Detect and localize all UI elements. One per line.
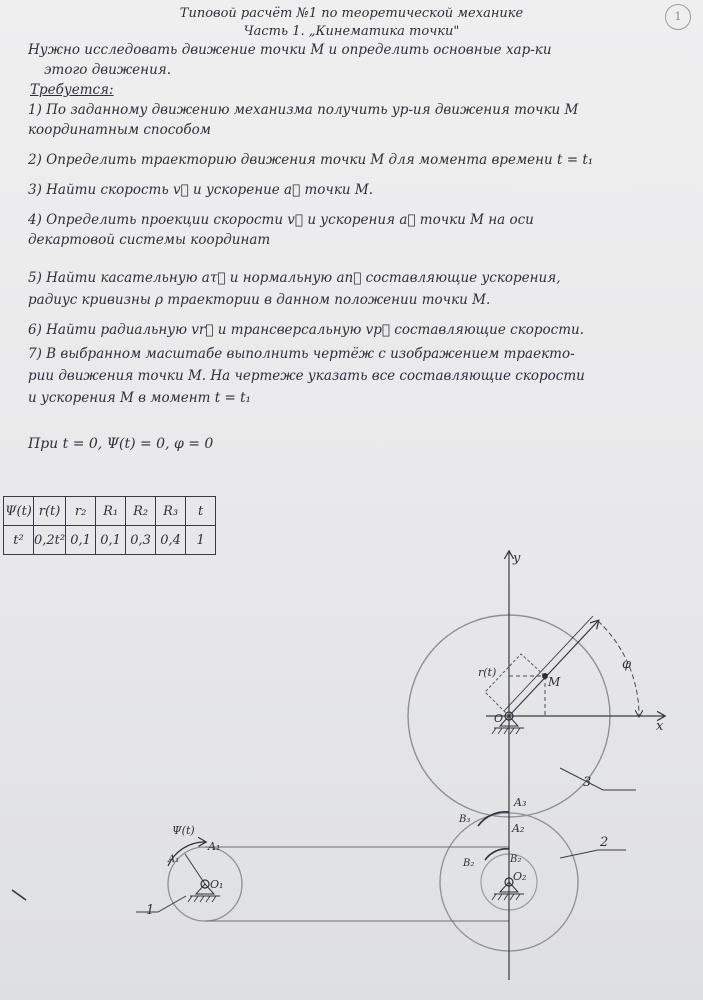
table-value-cell: 0,1 (96, 526, 126, 555)
a1-left-label: A₁ (168, 854, 180, 865)
task-1-line-2: координатным способом (28, 122, 211, 138)
table-value-cell: t² (4, 526, 34, 555)
rotating-rod-guide (504, 616, 593, 711)
table-header-cell: t (186, 497, 216, 526)
support-o2-hatch (492, 894, 520, 900)
task-5-line-2: радиус кривизны ρ траектории в данном положении точки М. (28, 292, 491, 308)
a1-top-label: A₁ (208, 840, 221, 853)
table-value-cell: 1 (186, 526, 216, 555)
page-title: Типовой расчёт №1 по теоретической механике (179, 6, 524, 21)
b2-left-label: B₂ (463, 858, 475, 869)
o1-label: O₁ (210, 878, 224, 891)
task-5-line-1: 5) Найти касательную aτ⃗ и нормальную an⃗ составляющие ускорения, (28, 270, 561, 286)
table-header-cell: Ψ(t) (4, 497, 34, 526)
task-2-line-1: 2) Определить траекторию движения точки М для момента времени t = t₁ (28, 152, 594, 168)
pen-mark (12, 890, 26, 900)
table-header-cell: R₁ (96, 497, 126, 526)
table-value-cell: 0,4 (156, 526, 186, 555)
task-4-line-2: декартовой системы координат (28, 232, 271, 248)
phi-arc (598, 621, 639, 716)
table-value-cell: 0,3 (126, 526, 156, 555)
wheel-1-radius (185, 854, 205, 884)
m-label: M (548, 675, 561, 689)
x-axis-label: x (656, 719, 664, 734)
leader-3 (560, 768, 636, 790)
o2-label: O₂ (513, 870, 527, 883)
task-1-line-1: 1) По заданному движению механизма получить ур-ия движения точки М (28, 102, 579, 118)
task-7-line-1: 7) В выбранном масштабе выполнить чертёж с изображением траекто- (28, 346, 575, 362)
rotating-rod (509, 621, 598, 716)
table-value-cell: 0,1 (66, 526, 96, 555)
task-7-line-2: рии движения точки М. На чертеже указать все составляющие скорости (28, 368, 585, 384)
initial-condition: При t = 0, Ψ(t) = 0, φ = 0 (28, 436, 214, 452)
table-header-cell: R₂ (126, 497, 156, 526)
table-header-cell: R₃ (156, 497, 186, 526)
leader-2 (560, 850, 626, 858)
o-label: O (494, 712, 504, 725)
label-3: 3 (583, 775, 592, 790)
page-subtitle: Часть 1. „Кинематика точки" (243, 24, 460, 39)
required-heading: Требуется: (30, 82, 114, 98)
task-3-line-1: 3) Найти скорость v⃗ и ускорение a⃗ точки М. (28, 182, 373, 198)
a3-label: A₃ (514, 796, 527, 809)
table-header-cell: r(t) (34, 497, 66, 526)
b3-label: B₃ (459, 814, 471, 825)
label-1: 1 (146, 903, 155, 918)
psi-t-label: Ψ(t) (172, 824, 195, 837)
support-o1-hatch (188, 896, 216, 902)
support-o-hatch (492, 728, 520, 734)
intro-line-1: Нужно исследовать движение точки М и определить основные хар-ки (28, 42, 552, 58)
r-t-bracket (485, 654, 545, 716)
page-number-circle: 1 (665, 4, 691, 30)
task-7-line-3: и ускорения М в момент t = t₁ (28, 390, 251, 406)
b2-label: B₂ (510, 854, 522, 865)
table-value-cell: 0,2t² (34, 526, 66, 555)
phi-label: φ (622, 657, 632, 672)
label-2: 2 (600, 835, 609, 850)
table-header-cell: r₂ (66, 497, 96, 526)
task-4-line-1: 4) Определить проекции скорости v⃗ и ускорения a⃗ точки М на оси (28, 212, 534, 228)
task-6-line-1: 6) Найти радиальную vr⃗ и трансверсальную vp⃗ составляющие скорости. (28, 322, 585, 338)
y-axis-label: y (513, 551, 521, 566)
a2-label: A₂ (512, 822, 525, 835)
r-t-label: r(t) (478, 666, 497, 679)
intro-line-2: этого движения. (44, 62, 171, 78)
